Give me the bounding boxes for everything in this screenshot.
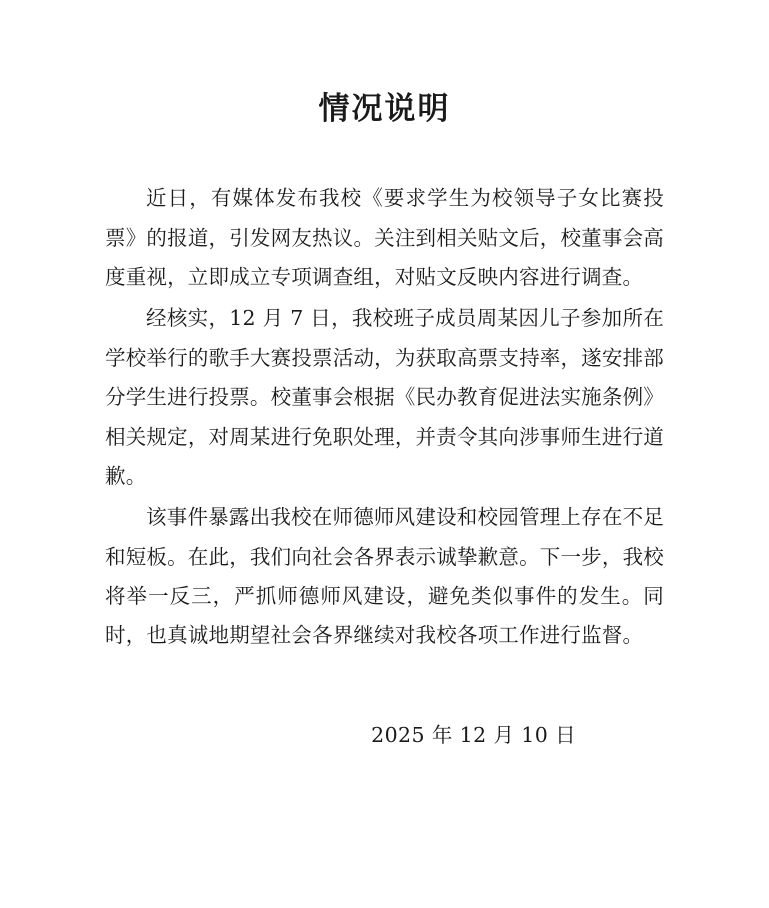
document-date: 2025 年 12 月 10 日 bbox=[371, 722, 576, 747]
paragraph-2: 经核实，12 月 7 日，我校班子成员周某因儿子参加所在学校举行的歌手大赛投票活动，为获取高票支持率，遂安排部分学生进行投票。校董事会根据《民办教育促进法实施条例》相关规定，对周某进行免职处理，并责令其向涉事师生进行道歉。 bbox=[105, 306, 664, 488]
paragraph-1: 近日，有媒体发布我校《要求学生为校领导子女比赛投票》的报道，引发网友热议。关注到相关贴文后，校董事会高度重视，立即成立专项调查组，对贴文反映内容进行调查。 bbox=[105, 186, 664, 290]
document-page bbox=[0, 88, 769, 908]
document-body bbox=[105, 179, 664, 655]
paragraph-3: 该事件暴露出我校在师德师风建设和校园管理上存在不足和短板。在此，我们向社会各界表示诚挚歉意。下一步，我校将举一反三，严抓师德师风建设，避免类似事件的发生。同时，也真诚地期望社会各界继续对我校各项工作进行监督。 bbox=[105, 505, 664, 648]
page-title: 情况说明 bbox=[318, 91, 451, 127]
